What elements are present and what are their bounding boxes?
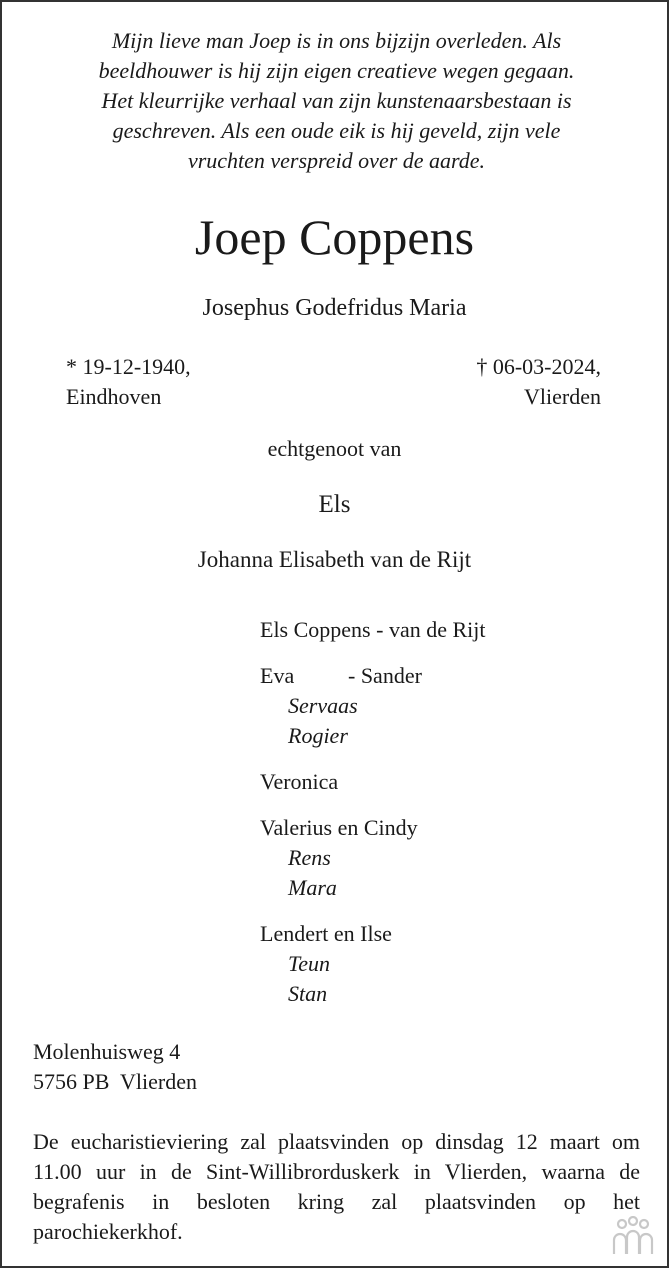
grandchild: Rogier — [288, 723, 348, 748]
intro-text — [42, 26, 631, 176]
family-member-line — [260, 661, 485, 691]
grandchild: Mara — [288, 875, 337, 900]
spouse-full-name: Johanna Elisabeth van de Rijt — [197, 547, 472, 572]
intro-line: beeldhouwer is hij zijn eigen creatieve wegen gegaan. — [98, 58, 575, 83]
death-place: Vlierden — [524, 384, 601, 409]
spouse-intro: echtgenoot van — [267, 436, 402, 461]
intro-line: Het kleurrijke verhaal van zijn kunstenaarsbestaan is — [101, 88, 572, 113]
intro-line: geschreven. Als een oude eik is hij geveld, zijn vele — [112, 118, 561, 143]
address-street: Molenhuisweg 4 — [33, 1039, 181, 1064]
death-date: † 06-03-2024, — [476, 354, 601, 379]
grandchild: Teun — [288, 951, 330, 976]
intro-line: Mijn lieve man Joep is in ons bijzijn overleden. Als — [111, 28, 562, 53]
people-group-logo-icon — [610, 1216, 656, 1256]
deceased-full-name: Josephus Godefridus Maria — [202, 295, 467, 321]
family-member: Veronica — [260, 769, 339, 794]
death-info — [476, 352, 601, 412]
address — [33, 1037, 197, 1097]
family-group-valerius — [260, 813, 485, 903]
grandchild: Rens — [288, 845, 331, 870]
family-group-eva — [260, 661, 485, 751]
grandchild: Stan — [288, 981, 328, 1006]
birth-date: * 19-12-1940, — [66, 354, 191, 379]
birth-place: Eindhoven — [66, 384, 162, 409]
birth-info — [66, 352, 191, 412]
widow-name: Els Coppens - van de Rijt — [260, 617, 486, 642]
spouse-name: Els — [318, 491, 351, 518]
family-member-partner: - Sander — [348, 663, 422, 688]
service-announcement: De eucharistieviering zal plaatsvinden op dinsdag 12 maart om 11.00 uur in de Sint-Willibrorduskerk in Vlierden, waarna de begrafenis in besloten kring zal plaatsvinden op het parochiekerkhof. — [33, 1129, 640, 1244]
deceased-name: Joep Coppens — [194, 209, 475, 265]
family-member: Lendert en Ilse — [260, 921, 392, 946]
family-list — [260, 615, 485, 1025]
family-member: Eva — [260, 663, 295, 688]
address-postal-city: 5756 PB Vlierden — [33, 1069, 197, 1094]
intro-line: vruchten verspreid over de aarde. — [187, 148, 486, 173]
family-member: Valerius en Cindy — [260, 815, 418, 840]
family-group-lendert — [260, 919, 485, 1009]
grandchild: Servaas — [288, 693, 358, 718]
